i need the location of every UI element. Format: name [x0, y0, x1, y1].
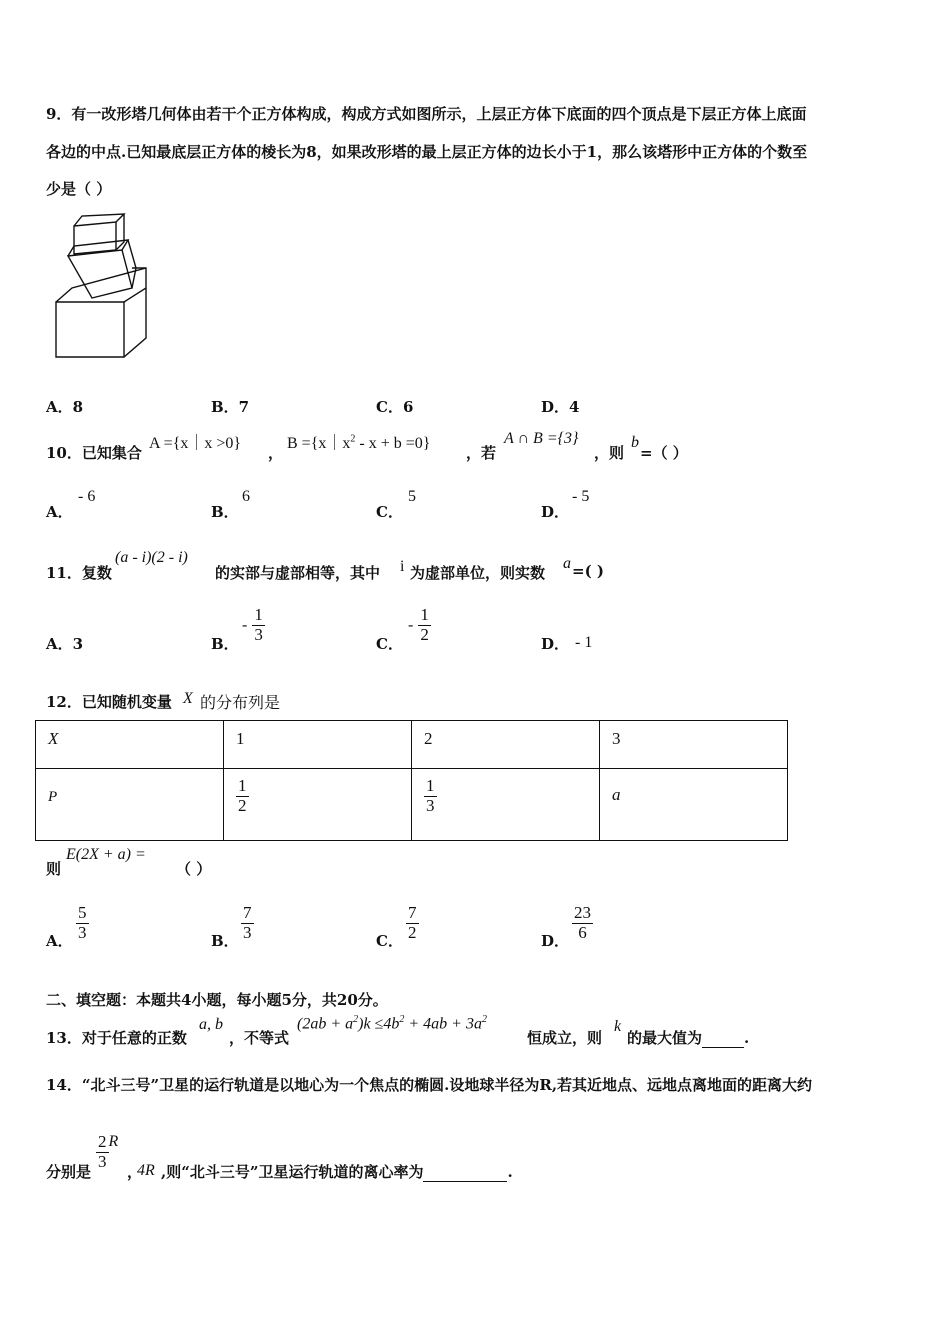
q10-value-a: - 6 — [78, 488, 96, 505]
q12-then: 则 — [46, 860, 62, 878]
q12-value-a: $\frac{5}{3}$ — [78, 903, 87, 942]
q10-label-b: B． — [211, 503, 239, 521]
table-cell: $\frac{1}{2}$ — [224, 769, 412, 841]
q12-value-b: $\frac{7}{3}$ — [243, 903, 252, 942]
q10-value-c: 5 — [408, 488, 416, 505]
q11-mid2: 为虚部单位，则实数 — [410, 564, 546, 582]
q12-value-c: $\frac{7}{2}$ — [408, 903, 417, 942]
q11-label-d: D． — [541, 635, 570, 653]
q10-comma: ， — [268, 444, 284, 462]
q12-var-x: X — [183, 690, 193, 707]
q10-if: ，若 — [466, 444, 497, 462]
q10-set-b: $B =\{x|x^2 - x + b =0\}$ — [287, 433, 431, 452]
q13-end: 的最大值为 . — [627, 1029, 750, 1047]
bottom-cube-front — [56, 302, 124, 357]
cube-tower-figure — [52, 212, 152, 362]
q11-option-a: A．3 — [46, 635, 84, 653]
q10-label-a: A． — [46, 503, 73, 521]
q9-line-3: 少是（ ） — [46, 180, 112, 198]
q11-label-c: C． — [376, 635, 403, 653]
q13-inequality: $(2ab + a^2)k \le 4b^2 + 4ab + 3a^2$ — [297, 1014, 487, 1033]
q12-value-d: $\frac{23}{6}$ — [574, 903, 591, 942]
q13-var-k: k — [614, 1018, 622, 1035]
q12-label-c: C． — [376, 932, 403, 950]
table-row — [36, 769, 788, 841]
q10-end: =（ ） — [640, 444, 688, 462]
q12-label-b: B． — [211, 932, 239, 950]
q10-value-b: 6 — [242, 488, 250, 505]
q10-prefix: 10．已知集合 — [46, 444, 142, 462]
q12-label-a: A． — [46, 932, 73, 950]
q14-four-r: 4R — [137, 1162, 155, 1179]
top-cube-side — [116, 214, 124, 250]
q12-prefix: 12．已知随机变量 — [46, 693, 172, 711]
q12-label-d: D． — [541, 932, 570, 950]
q14-end: ,则“北斗三号”卫星运行轨道的离心率为 . — [161, 1163, 513, 1181]
q11-end: =( ) — [572, 562, 604, 580]
q12-suffix: 的分布列是 — [200, 695, 281, 712]
q11-imag-unit: i — [400, 558, 405, 575]
q10-label-d: D． — [541, 503, 570, 521]
q11-value-d: - 1 — [575, 634, 593, 651]
q12-end: （ ） — [176, 860, 212, 878]
q13-mid2: 恒成立，则 — [527, 1029, 603, 1047]
table-row — [36, 721, 788, 769]
q12-expression: E(2X + a) = — [66, 846, 146, 863]
q11-value-b: - $\frac{1}{3}$ — [242, 605, 263, 644]
section-heading: 二、填空题：本题共4小题，每小题5分，共20分。 — [46, 991, 388, 1009]
q11-expression: (a - i)(2 - i) — [115, 549, 188, 566]
table-cell: 3 — [600, 721, 788, 769]
q9-option-d: D．4 — [541, 398, 580, 416]
table-cell-header: X — [36, 721, 224, 769]
table-cell: 2 — [412, 721, 600, 769]
q13-vars: a, b — [199, 1016, 223, 1033]
q13-answer-blank[interactable] — [702, 1033, 744, 1048]
q10-then: ，则 — [594, 444, 625, 462]
q9-option-a: A．8 — [46, 398, 84, 416]
q11-label-b: B． — [211, 635, 239, 653]
bottom-cube-right-edge — [124, 288, 146, 357]
middle-cube-side — [128, 240, 136, 288]
q11-value-c: - $\frac{1}{2}$ — [408, 605, 429, 644]
q11-prefix: 11．复数 — [46, 564, 112, 582]
q9-line-2: 各边的中点.已知最底层正方体的棱长为8，如果改形塔的最上层正方体的边长小于1，那么该塔形中正方体的个数至 — [46, 143, 808, 161]
q9-line-1: 9．有一改形塔几何体由若干个正方体构成，构成方式如图所示，上层正方体下底面的四个顶点是下层正方体上底面 — [46, 105, 807, 123]
q11-var-a: a — [563, 555, 571, 572]
table-cell: $\frac{1}{3}$ — [412, 769, 600, 841]
table-cell: a — [600, 769, 788, 841]
q10-condition: A ∩ B ={3} — [504, 430, 579, 447]
distribution-table — [35, 720, 788, 841]
q13-mid: ，不等式 — [229, 1029, 290, 1047]
q10-value-d: - 5 — [572, 488, 590, 505]
q14-sep: ， — [127, 1163, 143, 1181]
q9-option-b: B．7 — [211, 398, 250, 416]
q14-answer-blank[interactable] — [423, 1167, 507, 1182]
q10-label-c: C． — [376, 503, 403, 521]
q10-set-a: A ={x｜x >0} — [149, 435, 242, 452]
top-cube-front — [74, 222, 116, 254]
q10-var-b: b — [631, 434, 639, 451]
q13-prefix: 13．对于任意的正数 — [46, 1029, 187, 1047]
table-cell: 1 — [224, 721, 412, 769]
q14-line-1: 14．“北斗三号”卫星的运行轨道是以地心为一个焦点的椭圆.设地球半径为R,若其近地点、远地点离地面的距离大约 — [46, 1076, 813, 1094]
q14-prefix: 分别是 — [46, 1163, 92, 1181]
q14-fraction: $\frac{2}{3}$ R — [98, 1132, 119, 1171]
q11-mid: 的实部与虚部相等，其中 — [215, 564, 381, 582]
table-cell-header: P — [36, 769, 224, 841]
q9-option-c: C．6 — [376, 398, 414, 416]
